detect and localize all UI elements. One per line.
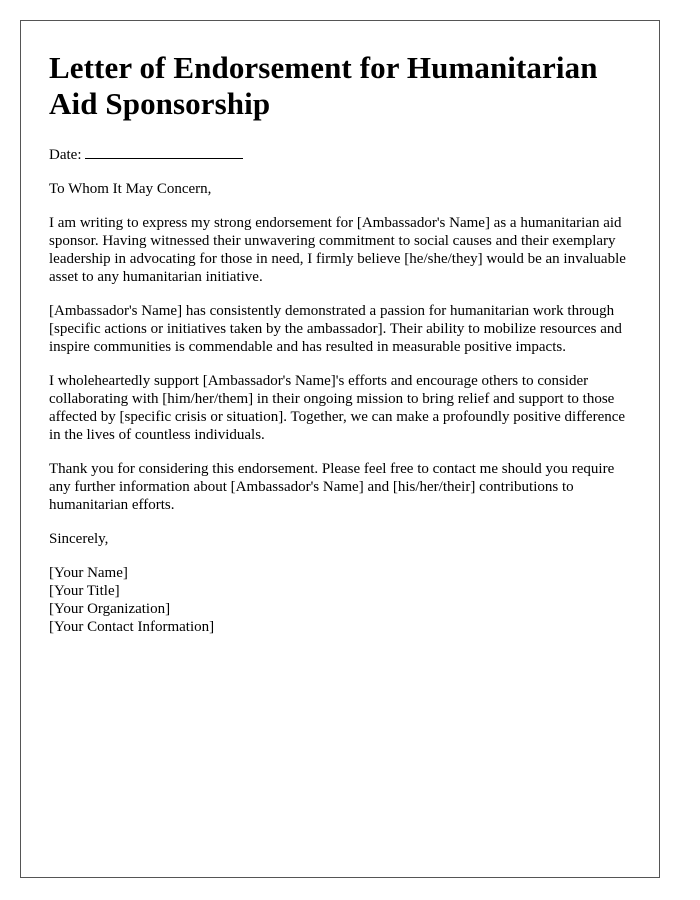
signature-name: [Your Name]: [49, 565, 128, 581]
paragraph-4: Thank you for considering this endorsement. Please feel free to contact me should you require any further information about [Ambassador's Name] and [his/her/their] contributions to humanitarian efforts.: [49, 461, 615, 513]
letter-title: Letter of Endorsement for Humanitarian Aid Sponsorship: [49, 50, 598, 121]
closing: Sincerely,: [49, 531, 109, 547]
signature-block: [49, 564, 631, 636]
date-blank-line: [85, 144, 243, 159]
date-line: [49, 144, 631, 164]
paragraph-3: I wholeheartedly support [Ambassador's Name]'s efforts and encourage others to consider collaborating with [him/her/them] in their ongoing mission to bring relief and support to those affected by [specific crisis or situation]. Together, we can make a profoundly positive difference in the lives of countless individuals.: [49, 373, 626, 443]
date-label: Date:: [49, 147, 82, 163]
letter-page: [20, 20, 660, 878]
paragraph-1: I am writing to express my strong endorsement for [Ambassador's Name] as a humanitarian aid sponsor. Having witnessed their unwavering commitment to social causes and their exemplary leadership in advocating for those in need, I firmly believe [he/she/they] would be an invaluable asset to any humanitarian initiative.: [49, 215, 626, 285]
salutation: To Whom It May Concern,: [49, 181, 212, 197]
signature-title: [Your Title]: [49, 583, 120, 599]
paragraph-2: [Ambassador's Name] has consistently demonstrated a passion for humanitarian work through [specific actions or initiatives taken by the ambassador]. Their ability to mobilize resources and inspire communities is commendable and has resulted in measurable positive impacts.: [49, 303, 622, 355]
signature-organization: [Your Organization]: [49, 601, 171, 617]
signature-contact: [Your Contact Information]: [49, 619, 215, 635]
